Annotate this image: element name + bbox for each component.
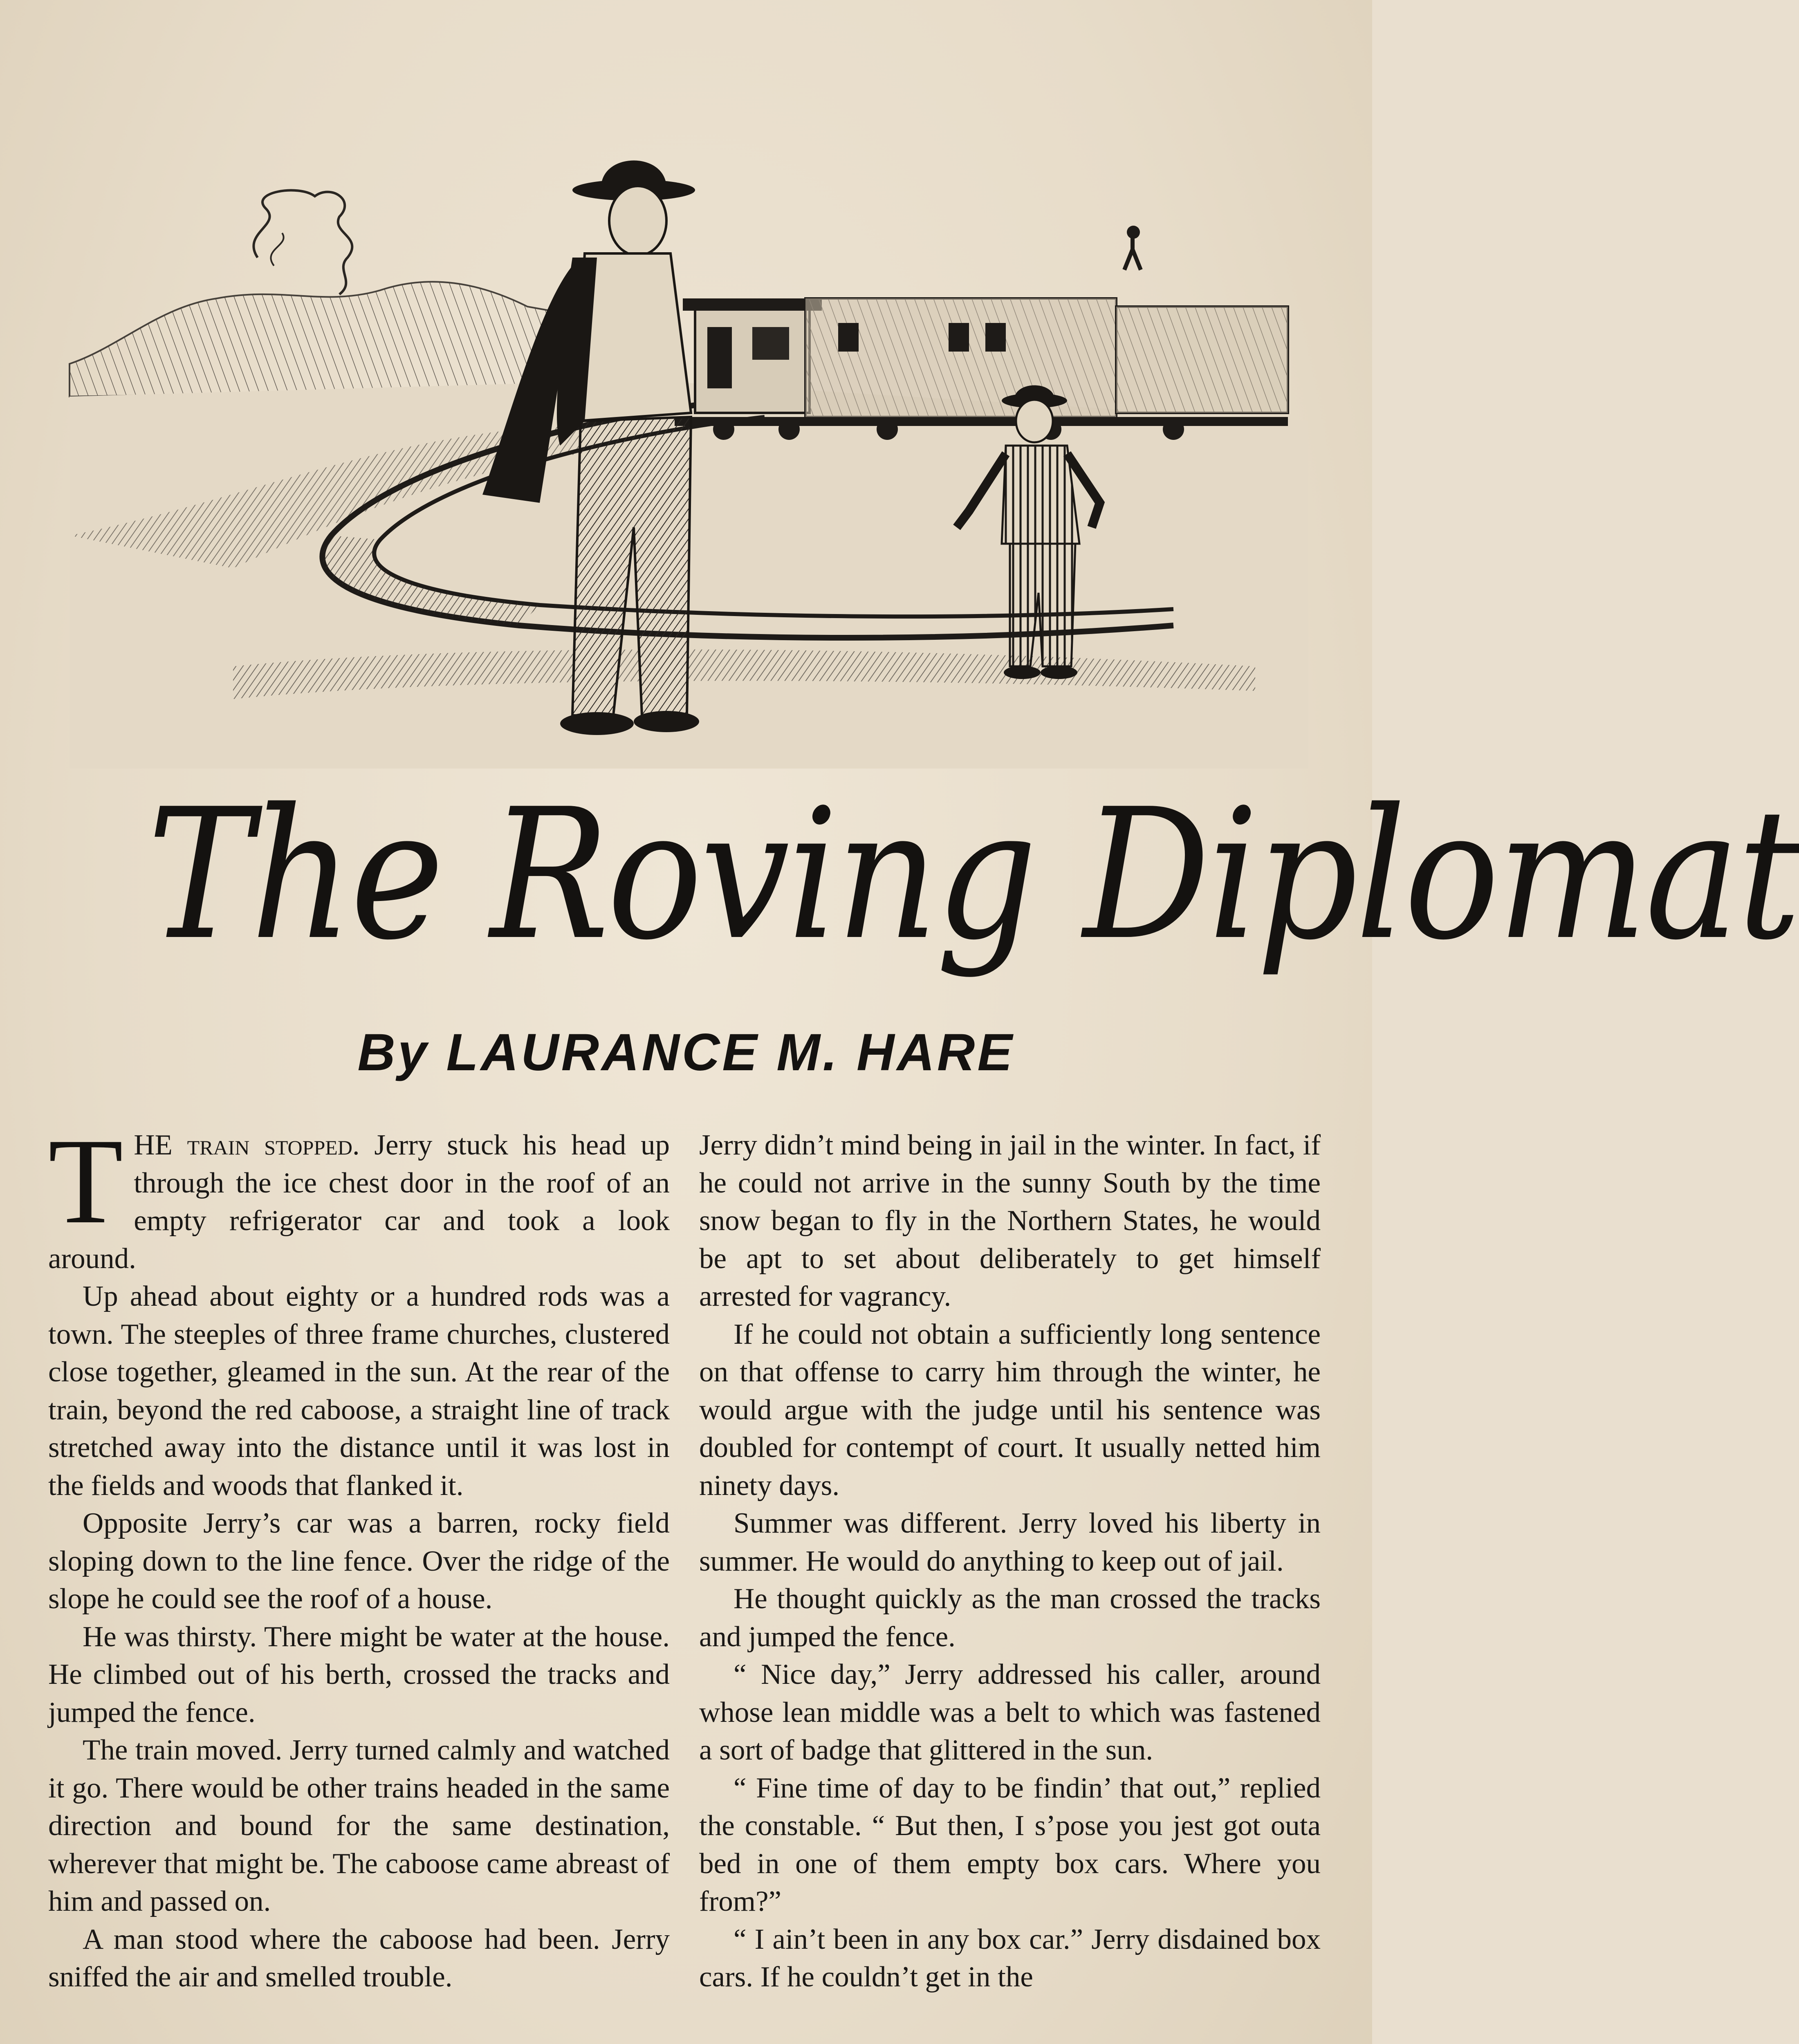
paragraph: He thought quickly as the man crossed the tracks and jumped the fence. — [699, 1583, 1321, 1653]
paragraph: Summer was different. Jerry loved his liberty in summer. He would do anything to keep out of jail. — [699, 1507, 1321, 1577]
paragraph: “ Fine time of day to be findin’ that out,” replied the constable. “ But then, I s’pose you jest got outa bed in one of them empty box cars. Where you from?” — [699, 1772, 1321, 1917]
paragraph: Up ahead about eighty or a hundred rods was a town. The steeples of three frame churches, clustered close together, gleamed in the sun. At the rear of the train, beyond the red caboose, a straight line of track stretched away into the distance until it was lost in the fields and woods that flanked it. — [48, 1280, 670, 1502]
opening-paragraph-text: Jerry stuck his head up through the ice chest door in the roof of an empty refrigerator car and took a look around. — [48, 1129, 670, 1275]
paragraph: If he could not obtain a sufficiently long sentence on that offense to carry him through the winter, he would argue with the judge until his sentence was doubled for contempt of court. It usually netted him ninety days. — [699, 1318, 1321, 1502]
paragraph: Opposite Jerry’s car was a barren, rocky field sloping down to the line fence. Over the ridge of the slope he could see the roof of a house. — [48, 1507, 670, 1615]
left-column — [48, 1113, 670, 1996]
story-byline: By LAURANCE M. HARE — [357, 1023, 1015, 1082]
paragraph: A man stood where the caboose had been. Jerry sniffed the air and smelled trouble. — [48, 1923, 670, 1993]
story-title: The Roving Diplomat — [147, 770, 1799, 979]
opening-paragraph — [48, 1113, 670, 1278]
paragraph: He was thirsty. There might be water at the house. He climbed out of his berth, crossed the tracks and jumped the fence. — [48, 1620, 670, 1728]
train-cars — [675, 226, 1288, 440]
opening-words: HE train stopped. — [134, 1129, 360, 1161]
paragraph: “ Nice day,” Jerry addressed his caller, around whose lean middle was a belt to which was fastened a sort of badge that glittered in the sun. — [699, 1659, 1321, 1766]
paragraph-continued: Jerry didn’t mind being in jail in the winter. In fact, if he could not arrive in the sunny South by the time snow began to fly in the Northern States, he would be apt to set about deliberately to get himself arrested for vagrancy. — [699, 1129, 1321, 1312]
story-illustration — [70, 135, 1308, 769]
paragraph: The train moved. Jerry turned calmly and watched it go. There would be other trains headed in the same direction and bound for the same destination, wherever that might be. The caboose came abreast of him and passed on. — [48, 1734, 670, 1917]
right-column — [699, 1126, 1321, 1996]
paragraph: “ I ain’t been in any box car.” Jerry disdained box cars. If he couldn’t get in the — [699, 1923, 1321, 1993]
drop-cap: T — [48, 1113, 123, 1249]
